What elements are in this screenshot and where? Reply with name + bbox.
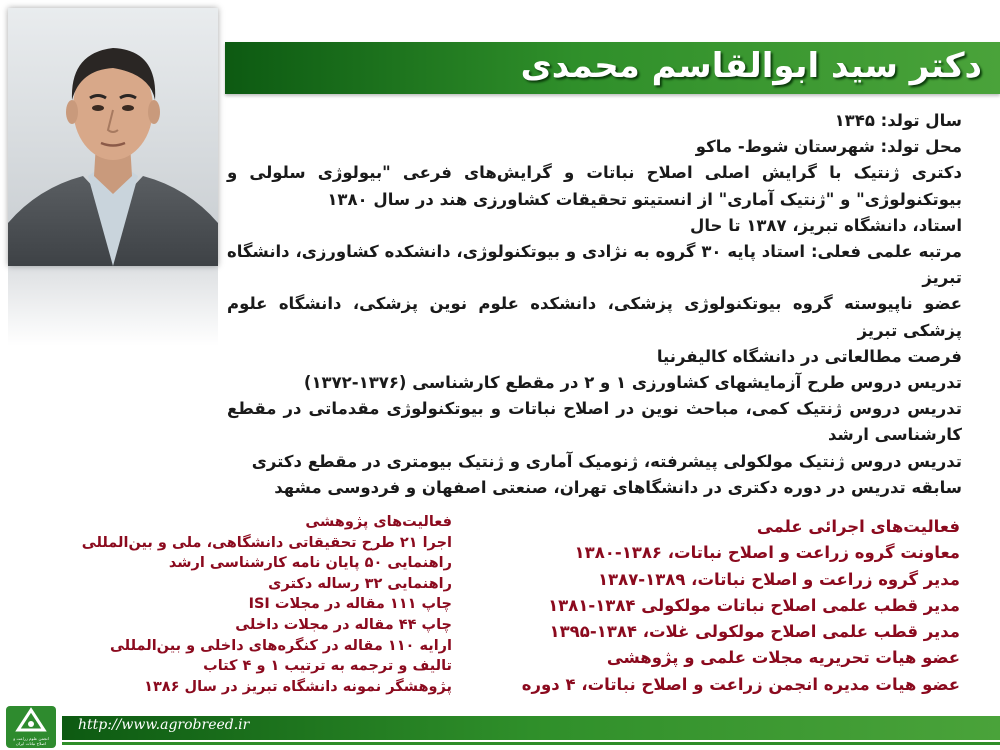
executive-item: مدیر قطب علمی اصلاح نباتات مولکولی ۱۳۸۴-۱۳۸۱ <box>548 595 960 615</box>
executive-item: مدیر قطب علمی اصلاح مولکولی غلات، ۱۳۸۴-۱۳۹۵ <box>549 622 960 642</box>
bio-line: سال تولد: ۱۳۴۵ <box>834 111 962 130</box>
research-activities <box>80 512 452 697</box>
research-item: تالیف و ترجمه به ترتیب ۱ و ۴ کتاب <box>203 658 452 675</box>
research-item: راهنمایی ۵۰ پایان نامه کارشناسی ارشد <box>168 555 452 572</box>
title-bar <box>225 42 1000 94</box>
executive-item: عضو هیات تحریریه مجلات علمی و پژوهشی <box>606 648 960 668</box>
executive-activities <box>490 514 960 698</box>
bio-line: عضو ناپیوسته گروه بیوتکنولوژی پزشکی، دانشکده علوم نوین پزشکی، دانشگاه علوم پزشکی تبریز <box>227 294 962 340</box>
bio-line: تدریس دروس ژنتیک مولکولی پیشرفته، ژنومیک آماری و ژنتیک بیومتری در مقطع دکتری <box>251 451 962 471</box>
bio-line: تدریس دروس ژنتیک کمی، مباحث نوین در اصلاح نباتات و بیوتکنولوژی مقدماتی در مقطع کارشناسی ارشد <box>227 399 962 445</box>
page-title: دکتر سید ابوالقاسم محمدی <box>520 46 982 86</box>
footer-divider <box>62 742 1000 745</box>
website-link[interactable]: http://www.agrobreed.ir <box>78 717 250 733</box>
bio-line: فرصت مطالعاتی در دانشگاه کالیفرنیا <box>656 346 962 366</box>
logo-mark-icon <box>6 706 56 736</box>
society-logo-icon <box>6 706 56 748</box>
research-heading: فعالیت‌های پژوهشی <box>305 514 452 530</box>
research-item: پژوهشگر نمونه دانشگاه تبریز در سال ۱۳۸۶ <box>144 678 452 695</box>
bio-line: مرتبه علمی فعلی: استاد پایه ۳۰ گروه به نژادی و بیوتکنولوژی، دانشکده کشاورزی، دانشگاه تبریز <box>227 242 962 288</box>
biography <box>227 108 962 501</box>
executive-item: معاونت گروه زراعت و اصلاح نباتات، ۱۳۸۶-۱۳۸۰ <box>574 543 960 563</box>
logo-caption: انجمن علوم زراعت و اصلاح نباتات ایران <box>13 736 49 746</box>
executive-item: مدیر گروه زراعت و اصلاح نباتات، ۱۳۸۹-۱۳۸۷ <box>597 569 960 589</box>
bio-line: استاد، دانشگاه تبریز، ۱۳۸۷ تا حال <box>690 215 962 235</box>
executive-item: عضو هیات مدیره انجمن زراعت و اصلاح نباتات، ۴ دوره <box>521 674 960 694</box>
bio-line: سابقه تدریس در دوره دکتری در دانشگاهای تهران، صنعتی اصفهان و فردوسی مشهد <box>274 477 962 497</box>
bio-line: محل تولد: شهرستان شوط- ماکو <box>695 137 962 157</box>
research-item: چاپ ۱۱۱ مقاله در مجلات ISI <box>248 596 452 613</box>
executive-heading: فعالیت‌های اجرائی علمی <box>756 517 960 536</box>
portrait-illustration <box>8 8 218 266</box>
photo-reflection <box>8 266 218 346</box>
research-item: ارایه ۱۱۰ مقاله در کنگره‌های داخلی و بین‌المللی <box>110 637 452 654</box>
research-item: راهنمایی ۳۲ رساله دکتری <box>268 575 452 592</box>
bio-line: تدریس دروس طرح آزمایشهای کشاورزی ۱ و ۲ در مقطع کارشناسی (۱۳۷۶-۱۳۷۲) <box>303 373 962 393</box>
research-item: چاپ ۴۴ مقاله در مجلات داخلی <box>235 616 452 633</box>
bio-line: دکتری ژنتیک با گرایش اصلی اصلاح نباتات و گرایش‌های فرعی "بیولوژی سلولی و بیوتکنولوژی" و "ژنتیک آماری" از انستیتو تحقیقات کشاورزی هند در سال ۱۳۸۰ <box>227 163 962 209</box>
research-item: اجرا ۲۱ طرح تحقیقاتی دانشگاهی، ملی و بین‌المللی <box>81 534 452 551</box>
portrait-photo <box>8 8 218 266</box>
